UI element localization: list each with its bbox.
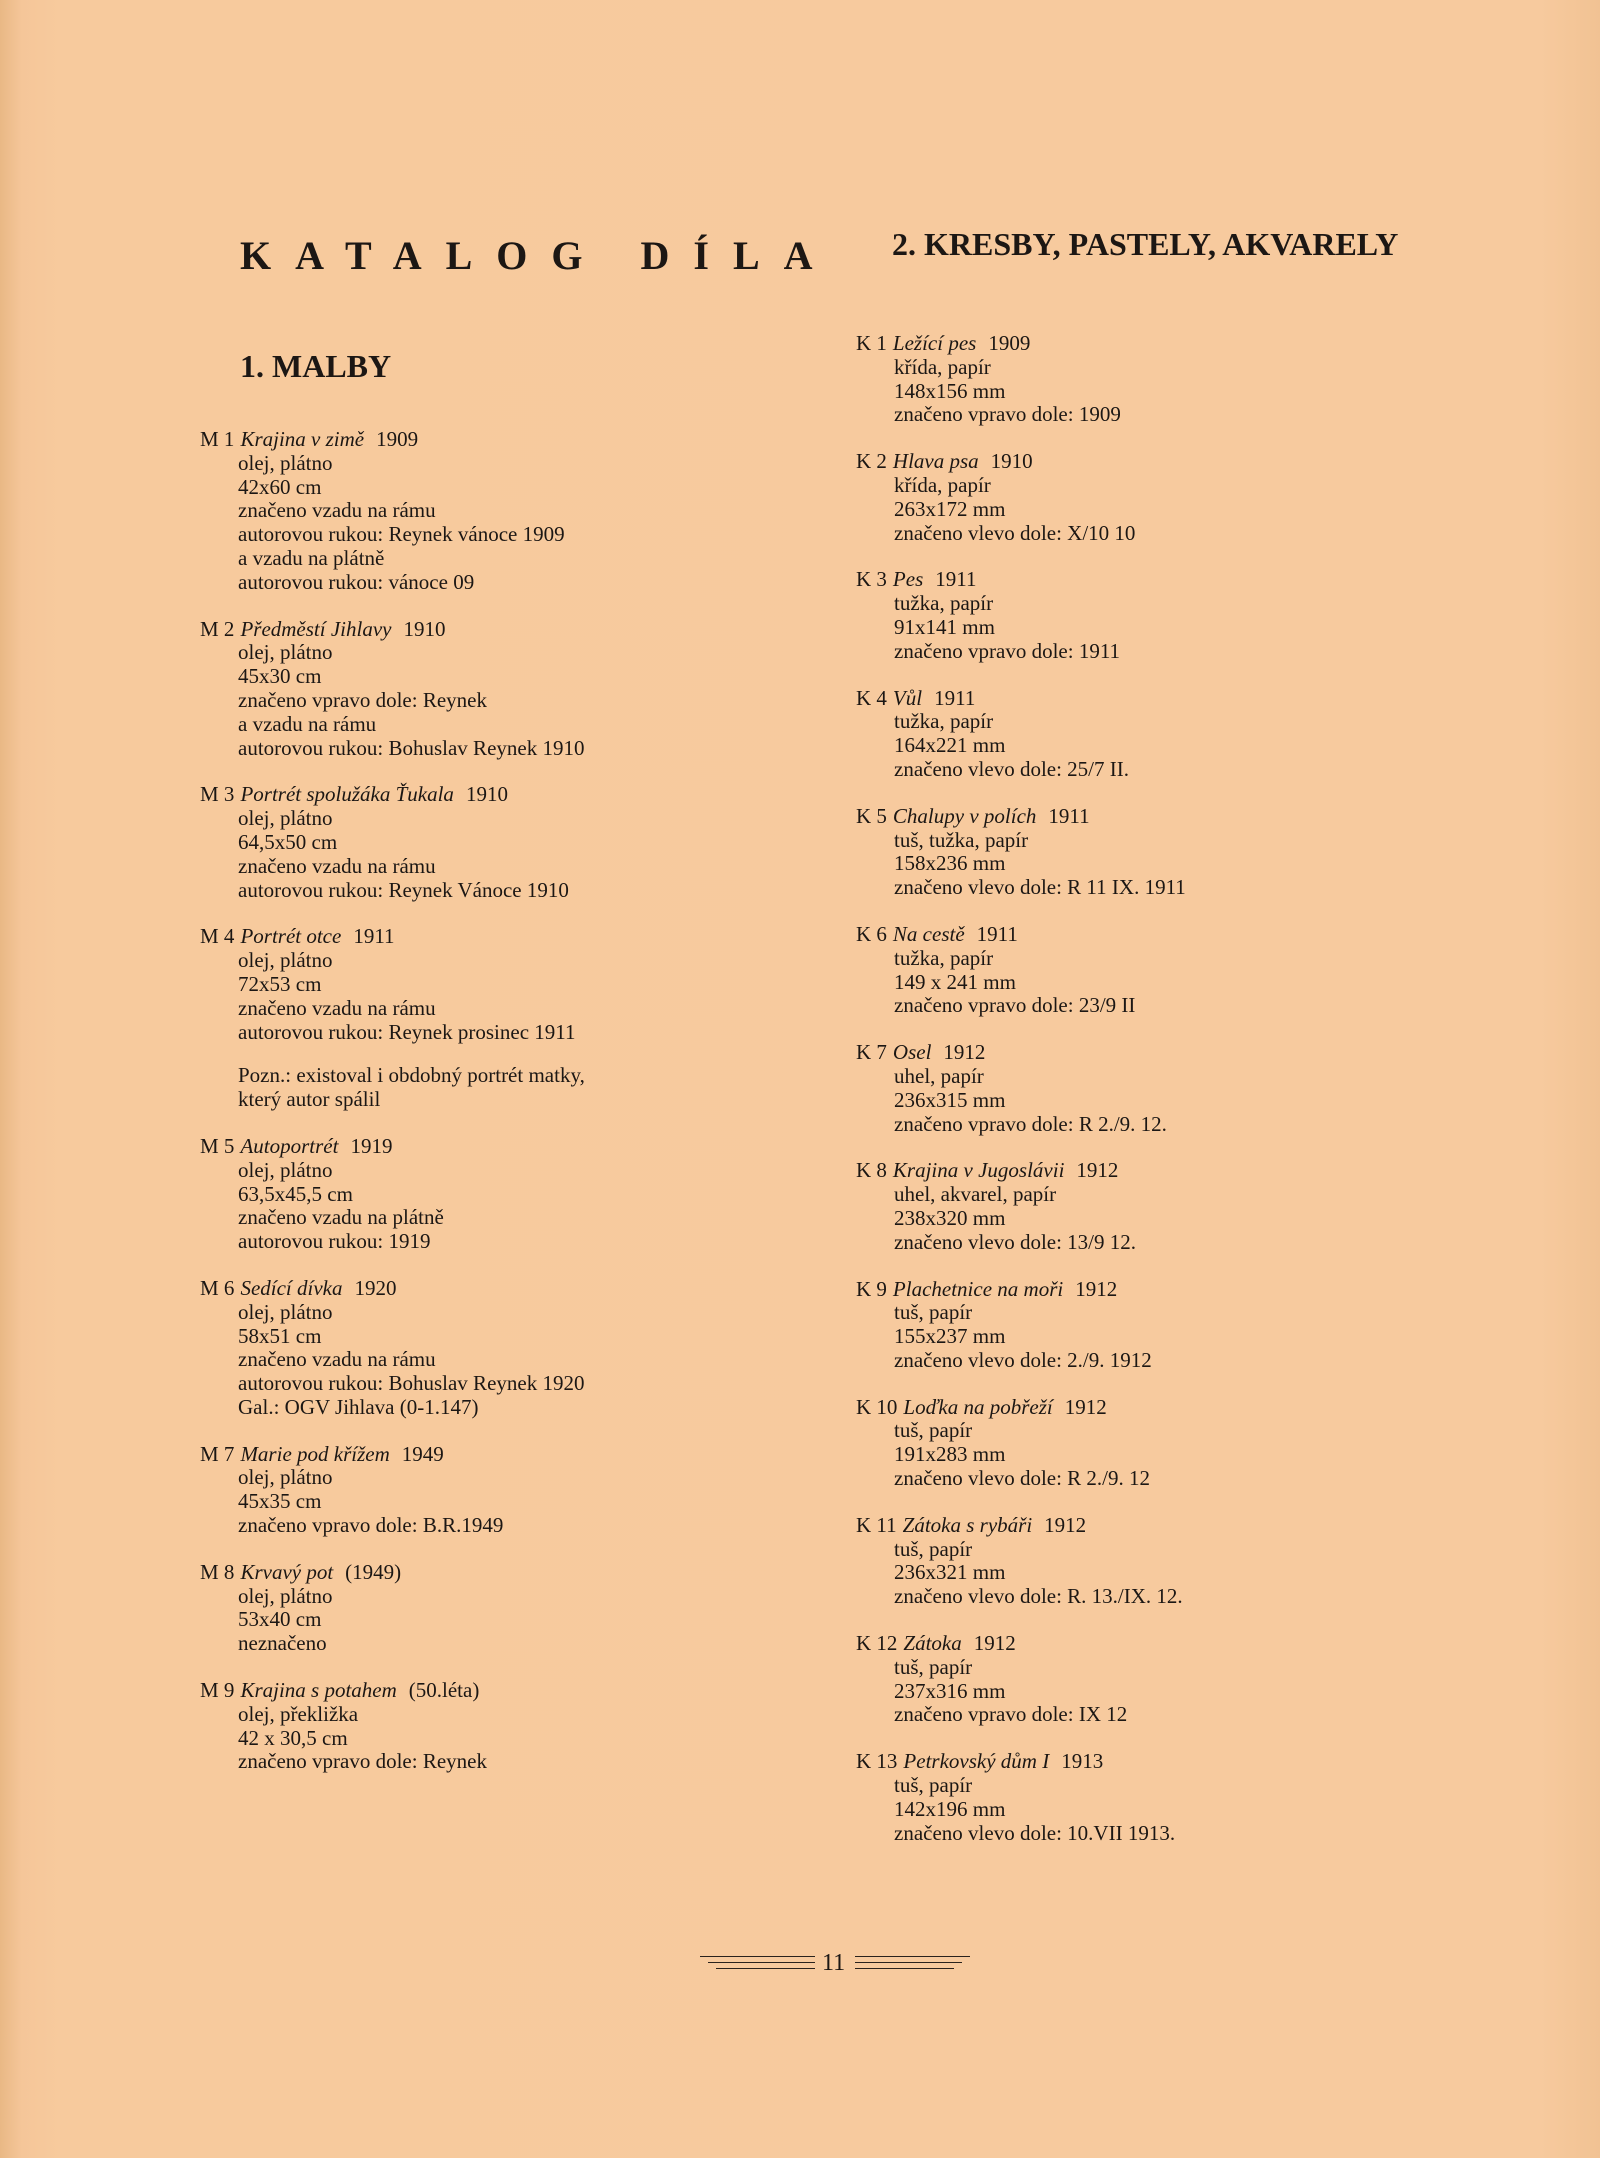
entry-details (200, 1301, 760, 1420)
entry-detail-line: značeno vpravo dole: Reynek (238, 687, 487, 712)
entry-code: K 10 (856, 1394, 898, 1419)
entry-detail-line: značeno vzadu na rámu (238, 853, 436, 878)
entry-detail-line: olej, plátno (238, 1157, 333, 1182)
entry-code: M 9 (200, 1678, 235, 1703)
catalog-entry (200, 1679, 760, 1774)
entry-code: M 2 (200, 616, 235, 641)
entry-date: 1920 (354, 1275, 397, 1300)
entry-detail-line: tuš, tužka, papír (894, 827, 1029, 852)
entry-note-line: který autor spálil (238, 1087, 381, 1112)
entry-title: Marie pod křížem (240, 1441, 390, 1466)
entry-date: 1909 (988, 331, 1031, 355)
entry-code: M 5 (200, 1133, 235, 1158)
entry-heading (200, 1135, 760, 1159)
entry-detail-line: tuš, papír (894, 1418, 973, 1443)
catalog-entry (856, 923, 1476, 1018)
entry-detail-line: autorovou rukou: Bohuslav Reynek 1920 (238, 1371, 585, 1396)
entry-details (200, 807, 760, 902)
entry-details (200, 1466, 760, 1537)
entry-note-line: Pozn.: existoval i obdobný portrét matky, (238, 1063, 585, 1088)
entry-date: 1911 (353, 924, 395, 949)
entry-code: K 2 (856, 449, 887, 474)
entry-title: Sedící dívka (240, 1275, 343, 1300)
entry-title: Krvavý pot (240, 1559, 334, 1584)
entry-detail-line: autorovou rukou: vánoce 09 (238, 569, 475, 594)
entry-title: Krajina s potahem (240, 1678, 397, 1703)
entry-date: 1949 (401, 1441, 444, 1466)
entry-detail-line: 236x315 mm (894, 1087, 1006, 1112)
entry-detail-line: křída, papír (894, 354, 991, 379)
drawings-list (856, 332, 1476, 1868)
entry-details (856, 474, 1476, 545)
catalog-entry (856, 450, 1476, 545)
entry-detail-line: křída, papír (894, 472, 991, 497)
catalog-entry (856, 687, 1476, 782)
catalog-entry (200, 1277, 760, 1420)
entry-detail-line: značeno vlevo dole: 2./9. 1912 (894, 1347, 1152, 1372)
entry-title: Pes (892, 567, 924, 592)
catalog-entry (856, 1278, 1476, 1373)
entry-detail-line: značeno vlevo dole: R 2./9. 12 (894, 1466, 1151, 1491)
entry-details (200, 1159, 760, 1254)
entry-detail-line: značeno vlevo dole: 10.VII 1913. (894, 1820, 1176, 1845)
entry-detail-line: 263x172 mm (894, 496, 1006, 521)
entry-date: 1911 (1048, 803, 1090, 828)
entry-detail-line: tuš, papír (894, 1536, 973, 1561)
entry-heading (856, 450, 1476, 474)
entry-details (200, 1585, 760, 1656)
entry-details (856, 1065, 1476, 1136)
entry-detail-line: autorovou rukou: 1919 (238, 1229, 431, 1254)
entry-date: 1912 (1064, 1394, 1107, 1419)
footer-rule-left (700, 1956, 815, 1974)
entry-details (856, 356, 1476, 427)
entry-detail-line: tuš, papír (894, 1300, 973, 1325)
entry-date: 1911 (935, 567, 977, 592)
entry-code: M 1 (200, 427, 235, 451)
entry-title: Autoportrét (240, 1133, 339, 1158)
entry-detail-line: 45x30 cm (238, 664, 322, 689)
entry-heading (856, 1632, 1476, 1656)
entry-detail-line: a vzadu na plátně (238, 545, 385, 570)
entry-date: 1909 (376, 427, 419, 451)
catalog-entry (856, 1159, 1476, 1254)
entry-details (200, 949, 760, 1044)
entry-code: K 1 (856, 331, 887, 355)
entry-details (856, 829, 1476, 900)
entry-code: K 6 (856, 921, 887, 946)
entry-date: (50.léta) (408, 1678, 480, 1703)
entry-detail-line: značeno vlevo dole: X/10 10 (894, 520, 1136, 545)
entry-details (856, 1301, 1476, 1372)
entry-detail-line: uhel, akvarel, papír (894, 1182, 1057, 1207)
catalog-entry (200, 1443, 760, 1538)
entry-detail-line: autorovou rukou: Reynek Vánoce 1910 (238, 877, 569, 902)
entry-title: Hlava psa (892, 449, 979, 474)
entry-detail-line: značeno vzadu na rámu (238, 995, 436, 1020)
entry-code: K 9 (856, 1276, 887, 1301)
paintings-list (200, 428, 760, 1797)
entry-details (856, 592, 1476, 663)
entry-detail-line: 149 x 241 mm (894, 969, 1016, 994)
catalog-entry (856, 805, 1476, 900)
entry-details (856, 1419, 1476, 1490)
entry-heading (200, 618, 760, 642)
entry-heading (856, 1159, 1476, 1183)
entry-date: 1912 (973, 1631, 1016, 1656)
entry-detail-line: značeno vzadu na rámu (238, 1347, 436, 1372)
entry-detail-line: 45x35 cm (238, 1489, 322, 1514)
entry-details (856, 947, 1476, 1018)
entry-detail-line: značeno vpravo dole: 23/9 II (894, 993, 1136, 1018)
entry-detail-line: značeno vpravo dole: Reynek (238, 1749, 487, 1774)
entry-date: 1910 (465, 782, 508, 807)
entry-heading (856, 805, 1476, 829)
footer-rule-right (855, 1956, 970, 1974)
entry-heading (200, 1443, 760, 1467)
catalog-entry (856, 1396, 1476, 1491)
entry-detail-line: 237x316 mm (894, 1678, 1006, 1703)
catalog-entry (200, 428, 760, 595)
entry-code: K 8 (856, 1158, 887, 1183)
catalog-entry (856, 1632, 1476, 1727)
entry-detail-line: značeno vlevo dole: R 11 IX. 1911 (894, 875, 1186, 900)
entry-detail-line: 191x283 mm (894, 1442, 1006, 1467)
entry-detail-line: olej, překližka (238, 1701, 359, 1726)
entry-title: Osel (892, 1040, 932, 1065)
entry-details (856, 1183, 1476, 1254)
entry-date: 1912 (1075, 1276, 1118, 1301)
entry-code: K 4 (856, 685, 887, 710)
entry-code: K 11 (856, 1512, 897, 1537)
entry-date: 1913 (1061, 1749, 1104, 1774)
entry-detail-line: značeno vlevo dole: 13/9 12. (894, 1229, 1137, 1254)
entry-details (200, 452, 760, 595)
entry-detail-line: neznačeno (238, 1631, 327, 1656)
catalog-entry (856, 1750, 1476, 1845)
entry-title: Portrét otce (240, 924, 342, 949)
catalog-entry (856, 1041, 1476, 1136)
entry-detail-line: tužka, papír (894, 945, 994, 970)
entry-code: K 7 (856, 1040, 887, 1065)
entry-heading (200, 428, 760, 452)
entry-detail-line: 42x60 cm (238, 474, 322, 499)
entry-detail-line: olej, plátno (238, 640, 333, 665)
entry-details (856, 710, 1476, 781)
entry-title: Ležící pes (892, 331, 977, 355)
entry-detail-line: 91x141 mm (894, 614, 995, 639)
catalog-entry (856, 332, 1476, 427)
entry-detail-line: 236x321 mm (894, 1560, 1006, 1585)
entry-detail-line: uhel, papír (894, 1063, 984, 1088)
entry-title: Vůl (892, 685, 923, 710)
entry-heading (856, 923, 1476, 947)
section-heading-drawings: 2. KRESBY, PASTELY, AKVARELY (892, 226, 1399, 262)
entry-details (856, 1774, 1476, 1845)
entry-detail-line: Gal.: OGV Jihlava (0-1.147) (238, 1394, 479, 1419)
entry-date: (1949) (345, 1559, 402, 1584)
entry-code: M 4 (200, 924, 235, 949)
entry-code: M 7 (200, 1441, 235, 1466)
entry-detail-line: značeno vzadu na plátně (238, 1205, 444, 1230)
entry-code: K 3 (856, 567, 887, 592)
entry-title: Loďka na pobřeží (903, 1394, 1053, 1419)
entry-heading (200, 925, 760, 949)
entry-heading (856, 332, 1476, 356)
entry-date: 1911 (934, 685, 976, 710)
entry-heading (856, 1396, 1476, 1420)
entry-heading (200, 1561, 760, 1585)
entry-code: K 12 (856, 1631, 898, 1656)
entry-detail-line: 53x40 cm (238, 1607, 322, 1632)
entry-heading (856, 568, 1476, 592)
entry-detail-line: olej, plátno (238, 1299, 333, 1324)
entry-code: K 13 (856, 1749, 898, 1774)
entry-detail-line: značeno vpravo dole: 1911 (894, 638, 1121, 663)
entry-detail-line: 63,5x45,5 cm (238, 1181, 353, 1206)
entry-detail-line: 148x156 mm (894, 378, 1006, 403)
entry-note (200, 1064, 760, 1112)
entry-date: 1912 (943, 1040, 986, 1065)
entry-detail-line: značeno vpravo dole: 1909 (894, 402, 1121, 427)
entry-detail-line: autorovou rukou: Reynek prosinec 1911 (238, 1019, 576, 1044)
entry-detail-line: 155x237 mm (894, 1324, 1006, 1349)
entry-detail-line: tužka, papír (894, 709, 994, 734)
entry-detail-line: olej, plátno (238, 806, 333, 831)
catalog-entry (200, 1135, 760, 1254)
entry-detail-line: 58x51 cm (238, 1323, 322, 1348)
entry-detail-line: 42 x 30,5 cm (238, 1725, 348, 1750)
entry-heading (200, 783, 760, 807)
entry-detail-line: 64,5x50 cm (238, 829, 338, 854)
entry-title: Petrkovský dům I (903, 1749, 1050, 1774)
entry-detail-line: tuš, papír (894, 1654, 973, 1679)
entry-detail-line: 238x320 mm (894, 1205, 1006, 1230)
entry-detail-line: značeno vpravo dole: R 2./9. 12. (894, 1111, 1167, 1136)
entry-detail-line: 142x196 mm (894, 1796, 1006, 1821)
catalog-entry (200, 925, 760, 1112)
entry-detail-line: olej, plátno (238, 1583, 333, 1608)
catalog-entry (200, 783, 760, 902)
entry-title: Předměstí Jihlavy (240, 616, 392, 641)
entry-details (200, 641, 760, 760)
entry-code: K 5 (856, 803, 887, 828)
section-heading-paintings: 1. MALBY (240, 348, 392, 384)
entry-detail-line: tužka, papír (894, 591, 994, 616)
catalog-entry (856, 1514, 1476, 1609)
entry-detail-line: 72x53 cm (238, 971, 322, 996)
entry-code: M 6 (200, 1275, 235, 1300)
entry-detail-line: značeno vpravo dole: IX 12 (894, 1702, 1128, 1727)
entry-heading (856, 1041, 1476, 1065)
entry-detail-line: olej, plátno (238, 948, 333, 973)
entry-code: M 3 (200, 782, 235, 807)
entry-heading (200, 1679, 760, 1703)
entry-detail-line: značeno vzadu na rámu (238, 498, 436, 523)
page-footer (690, 1948, 990, 1988)
entry-heading (856, 1514, 1476, 1538)
entry-title: Zátoka (903, 1631, 962, 1656)
entry-title: Portrét spolužáka Ťukala (240, 782, 454, 807)
entry-detail-line: a vzadu na rámu (238, 711, 377, 736)
entry-heading (200, 1277, 760, 1301)
entry-title: Krajina v Jugoslávii (892, 1158, 1065, 1183)
entry-title: Krajina v zimě (240, 427, 365, 451)
entry-title: Chalupy v polích (892, 803, 1037, 828)
entry-title: Plachetnice na moři (892, 1276, 1064, 1301)
entry-date: 1910 (403, 616, 446, 641)
entry-date: 1912 (1076, 1158, 1119, 1183)
entry-title: Zátoka s rybáři (902, 1512, 1033, 1537)
catalog-heading: KATALOG DÍLA (240, 233, 837, 278)
entry-details (856, 1656, 1476, 1727)
entry-detail-line: olej, plátno (238, 450, 333, 475)
catalog-entry (856, 568, 1476, 663)
entry-detail-line: značeno vlevo dole: 25/7 II. (894, 756, 1129, 781)
entry-heading (856, 1750, 1476, 1774)
entry-title: Na cestě (892, 921, 965, 946)
entry-detail-line: tuš, papír (894, 1773, 973, 1798)
entry-heading (856, 1278, 1476, 1302)
entry-code: M 8 (200, 1559, 235, 1584)
entry-date: 1910 (990, 449, 1033, 474)
entry-detail-line: autorovou rukou: Reynek vánoce 1909 (238, 522, 565, 547)
entry-date: 1911 (976, 921, 1018, 946)
entry-date: 1912 (1044, 1512, 1087, 1537)
entry-detail-line: 164x221 mm (894, 733, 1006, 758)
catalog-entry (200, 1561, 760, 1656)
catalog-entry (200, 618, 760, 761)
entry-detail-line: 158x236 mm (894, 851, 1006, 876)
entry-detail-line: autorovou rukou: Bohuslav Reynek 1910 (238, 735, 585, 760)
entry-detail-line: olej, plátno (238, 1465, 333, 1490)
entry-detail-line: značeno vlevo dole: R. 13./IX. 12. (894, 1584, 1183, 1609)
entry-details (856, 1538, 1476, 1609)
entry-details (200, 1703, 760, 1774)
entry-detail-line: značeno vpravo dole: B.R.1949 (238, 1513, 504, 1538)
entry-heading (856, 687, 1476, 711)
page-number: 11 (822, 1950, 846, 1976)
entry-date: 1919 (350, 1133, 393, 1158)
